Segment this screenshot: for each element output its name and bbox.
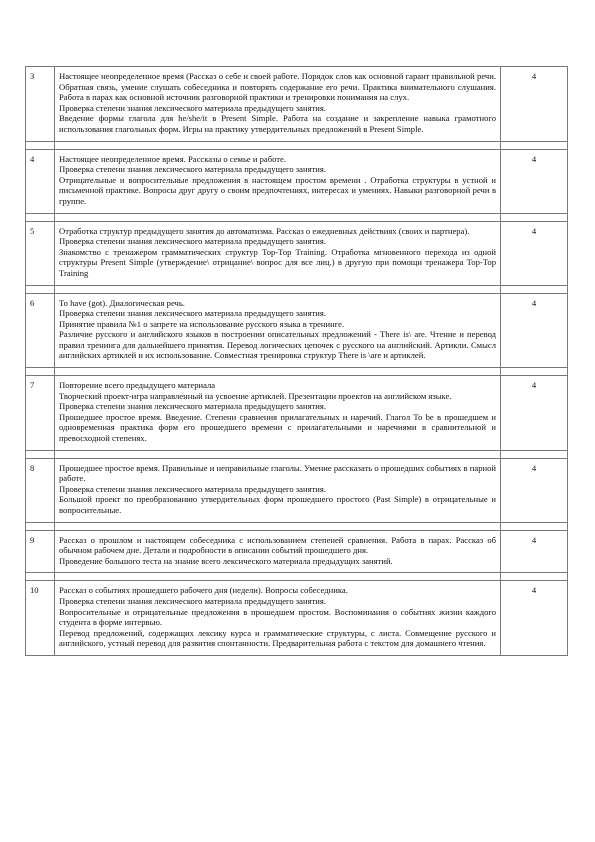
row-spacer [26, 285, 568, 293]
lesson-content [55, 376, 501, 451]
lesson-paragraph: Проверка степени знания лексического материала предыдущего занятия. [59, 483, 327, 494]
lesson-number: 3 [26, 67, 55, 142]
lesson-paragraph: Отрицательные и вопросительные предложения в настоящем простом времени . Отработка структуры в устной и письменной практике. Вопросы друг другу о своим предпочтениях, интересах и умениях. Навыки разговорной речи в группе. [59, 174, 496, 206]
lesson-paragraph: Настоящее неопределенное время (Рассказ о себе и своей работе. Порядок слов как основной гарант правильной речи. Обратная связь, умение слушать собеседника и повторять содержание его речи. Практика внимательного слушания. Работа в парах как основной источник разговорной практики и тренировки понимания на слух. [59, 71, 496, 103]
spacer-cell [26, 450, 55, 458]
lesson-paragraph: To have (got). Диалогическая речь. [59, 297, 185, 308]
lesson-paragraph: Отработка структур предыдущего занятия до автоматизма. Рассказ о ежедневных действиях (своих и партнера). [59, 225, 470, 236]
spacer-cell [501, 573, 568, 581]
lesson-number: 6 [26, 293, 55, 368]
spacer-cell [55, 141, 501, 149]
lesson-paragraph: Вопросительные и отрицательные предложения в прошедшем простом. Воспоминания о событиях жизни каждого студента в форме интервью. [59, 606, 496, 628]
lesson-hours: 4 [501, 149, 568, 213]
spacer-cell [55, 285, 501, 293]
lesson-content [55, 149, 501, 213]
spacer-cell [501, 450, 568, 458]
lesson-paragraph: Настоящее неопределенное время. Рассказы о семье и работе. [59, 153, 287, 164]
lesson-number: 10 [26, 581, 55, 656]
lesson-content [55, 581, 501, 656]
lesson-paragraph: Рассказ о событиях прошедшего рабочего дня (недели). Вопросы собеседника. [59, 585, 348, 596]
spacer-cell [55, 522, 501, 530]
lesson-number: 4 [26, 149, 55, 213]
lesson-paragraph: Принятие правила №1 о запрете на использование русского языка в тренинге. [59, 318, 345, 329]
row-spacer [26, 368, 568, 376]
spacer-cell [501, 213, 568, 221]
lesson-content [55, 67, 501, 142]
lesson-hours: 4 [501, 293, 568, 368]
spacer-cell [55, 450, 501, 458]
lesson-paragraph: Прошедшее простое время. Введение. Степени сравнения прилагательных и наречий. Глагол To be в прошедшем и одновременная практика форм его прошедшего времени с прилагательными и наречиями в сравнительной и превосходной степенях. [59, 411, 496, 444]
spacer-cell [501, 285, 568, 293]
lesson-content [55, 293, 501, 368]
lesson-paragraph: Введение формы глагола для he/she/it в Present Simple. Работа на создание и закрепление навыка грамотного использования глагольных форм. Игры на практику утвердительных предложений в Present Simple. [59, 113, 496, 134]
spacer-cell [501, 141, 568, 149]
lesson-number: 5 [26, 221, 55, 285]
lesson-paragraph: Большой проект по преобразованию утвердительных форм прошедшего простого (Past Simple) в отрицательные и вопросительные. [59, 494, 496, 515]
lesson-content [55, 221, 501, 285]
table-row [26, 581, 568, 656]
lesson-paragraph: Рассказ о прошлом и настоящем собеседника с использованием степеней сравнения. Работа в парах. Рассказ об обычном рабочем дне. Детали и подробности в описании событий прошедшего дня. [59, 534, 496, 556]
table-row [26, 458, 568, 522]
lesson-hours: 4 [501, 458, 568, 522]
row-spacer [26, 573, 568, 581]
spacer-cell [26, 285, 55, 293]
syllabus-table [25, 66, 568, 656]
lesson-paragraph: Различие русского и английского языков в построении описательных предложений - There is\ are. Чтение и перевод правил тренинга для дальнейшего принятия. Перевод логических цепочек с русского на английский. Артикли. Смысл английских артиклей и их использование. Совместная тренировка структур There is \are и артиклей. [59, 329, 496, 361]
lesson-hours: 4 [501, 67, 568, 142]
row-spacer [26, 522, 568, 530]
syllabus-table-body [26, 67, 568, 656]
table-row [26, 149, 568, 213]
spacer-cell [26, 573, 55, 581]
table-row [26, 293, 568, 368]
lesson-paragraph: Проверка степени знания лексического материала предыдущего занятия. [59, 595, 327, 606]
lesson-paragraph: Повторение всего предыдущего материала [59, 380, 216, 391]
row-spacer [26, 141, 568, 149]
lesson-hours: 4 [501, 530, 568, 573]
lesson-paragraph: Проверка степени знания лексического материала предыдущего занятия. [59, 102, 327, 113]
lesson-paragraph: Прошедшее простое время. Правильные и неправильные глаголы. Умение рассказать о прошедших событиях в парной работе. [59, 462, 496, 484]
lesson-paragraph: Творческий проект-игра направленный на усвоение артиклей. Презентации проектов на английском языке. [59, 390, 452, 401]
table-row [26, 221, 568, 285]
lesson-content [55, 530, 501, 573]
spacer-cell [26, 368, 55, 376]
table-row [26, 530, 568, 573]
lesson-hours: 4 [501, 376, 568, 451]
spacer-cell [26, 213, 55, 221]
row-spacer [26, 213, 568, 221]
lesson-hours: 4 [501, 221, 568, 285]
lesson-paragraph: Проверка степени знания лексического материала предыдущего занятия. [59, 164, 327, 175]
spacer-cell [55, 573, 501, 581]
lesson-paragraph: Проведение большого теста на знание всего лексического материала предыдущих занятий. [59, 555, 393, 566]
spacer-cell [26, 522, 55, 530]
lesson-paragraph: Проверка степени знания лексического материала предыдущего занятия. [59, 401, 327, 412]
spacer-cell [55, 213, 501, 221]
lesson-paragraph: Проверка степени знания лексического материала предыдущего занятия. [59, 236, 327, 247]
spacer-cell [501, 522, 568, 530]
lesson-number: 7 [26, 376, 55, 451]
spacer-cell [55, 368, 501, 376]
spacer-cell [26, 141, 55, 149]
spacer-cell [501, 368, 568, 376]
lesson-number: 8 [26, 458, 55, 522]
lesson-hours: 4 [501, 581, 568, 656]
table-row [26, 67, 568, 142]
lesson-paragraph: Проверка степени знания лексического материала предыдущего занятия. [59, 308, 327, 319]
table-row [26, 376, 568, 451]
row-spacer [26, 450, 568, 458]
lesson-content [55, 458, 501, 522]
lesson-paragraph: Перевод предложений, содержащих лексику курса и грамматические структуры, с листа. Совмещение русского и английского, устный перевод для развития спонтанности. Предварительная работа с текстом для домашнего чтения. [59, 627, 496, 649]
lesson-paragraph: Знакомство с тренажером грамматических структур Top-Top Training. Отработка мгновенного перехода из одной структуры Present Simple (утверждение\ отрицание\ вопрос для все лиц.) в другую при помощи тренажера Top-Top Training [59, 246, 496, 278]
lesson-number: 9 [26, 530, 55, 573]
